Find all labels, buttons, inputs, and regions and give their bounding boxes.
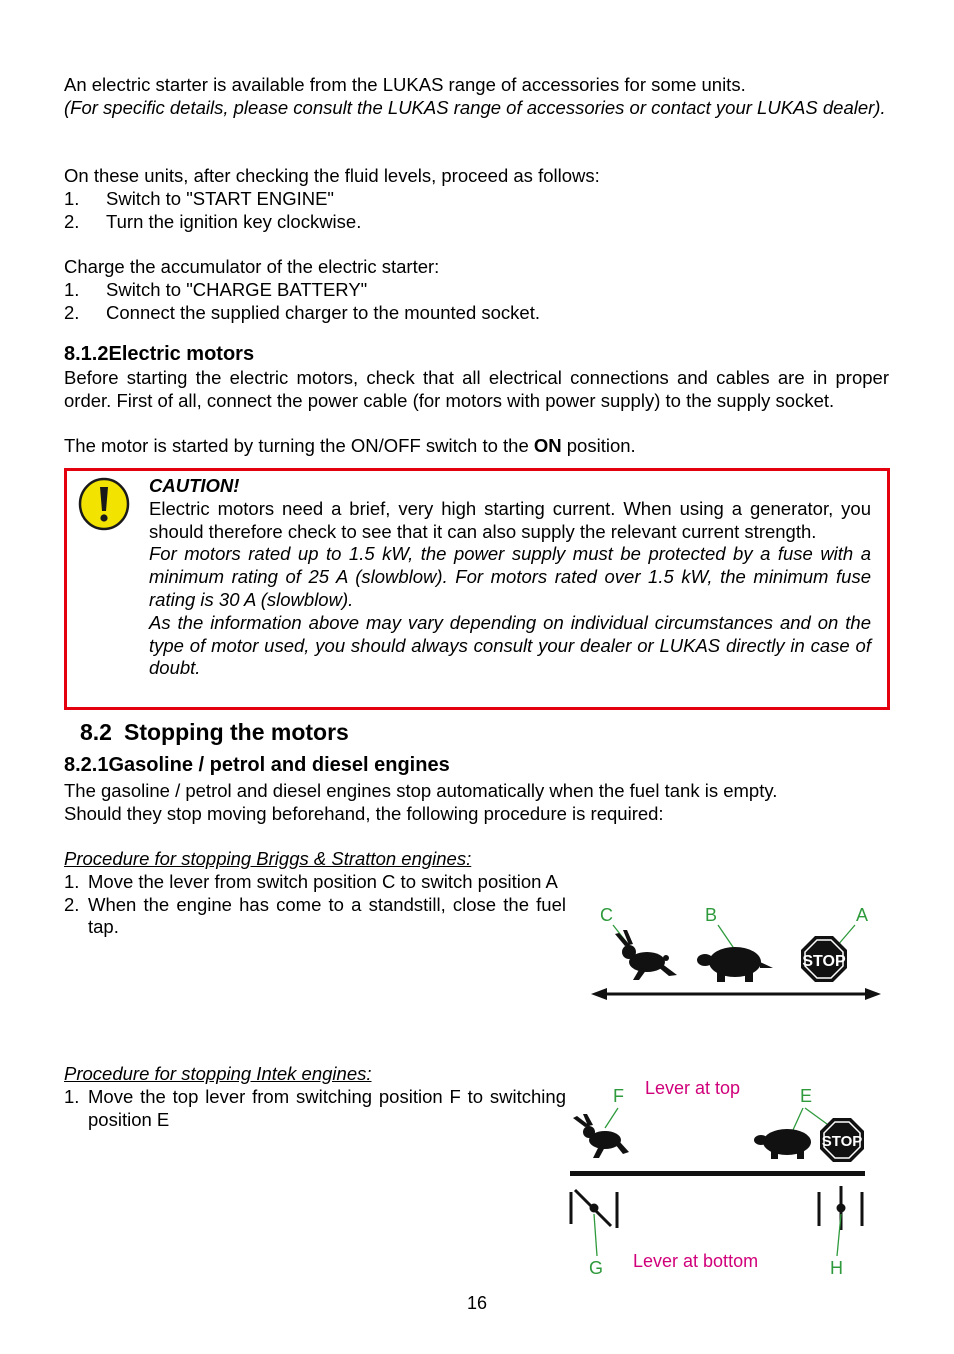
list-item: 2. When the engine has come to a standstill, close the fuel tap.	[64, 893, 566, 937]
caution-consult-paragraph: As the information above may vary depending on individual circumstances and on the type of motor used, you should always consult your dealer or LUKAS directly in case of doubt.	[149, 611, 871, 679]
caution-paragraph: Electric motors need a brief, very high starting current. When using a generator, you should therefore check to see that it can also supply the relevant current strength.	[149, 497, 871, 542]
intek-procedure-heading: Procedure for stopping Intek engines:	[64, 1063, 372, 1084]
rabbit-icon	[615, 930, 677, 980]
section-heading-812: 8.1.2Electric motors	[64, 343, 255, 365]
turtle-icon	[754, 1129, 811, 1159]
turtle-icon	[697, 947, 773, 982]
list-item: 1. Move the top lever from switching position F to switching position E	[64, 1086, 566, 1130]
intek-steps	[64, 1086, 566, 1131]
bottom-lever-right-icon	[819, 1186, 862, 1256]
list-item: 1. Move the lever from switch position C to switch position A	[64, 871, 558, 892]
double-arrow	[591, 988, 881, 1000]
charge-intro: Charge the accumulator of the electric starter:	[64, 256, 440, 277]
intek-lever-diagram	[565, 1104, 870, 1262]
warning-exclamation-icon	[78, 477, 130, 531]
on-position-paragraph: The motor is started by turning the ON/OFF switch to the ON position.	[64, 435, 636, 456]
page-number: 16	[466, 1293, 488, 1313]
gasoline-paragraph: Should they stop moving beforehand, the following procedure is required:	[64, 803, 664, 824]
caution-fuse-paragraph: For motors rated up to 1.5 kW, the power supply must be protected by a fuse with a minimum rating of 25 A (slowblow). For motors rated over 1.5 kW, the minimum fuse rating is 30 A (slowblow).	[149, 543, 871, 610]
caution-title: CAUTION!	[149, 475, 240, 496]
lever-rail	[570, 1171, 865, 1176]
lever-bottom-caption: Lever at bottom	[633, 1251, 759, 1271]
position-label-f: F	[613, 1086, 624, 1106]
briggs-lever-diagram	[585, 920, 885, 1010]
briggs-procedure-heading: Procedure for stopping Briggs & Stratton engines:	[64, 848, 472, 869]
briggs-steps	[64, 871, 566, 939]
position-label-c: C	[600, 905, 613, 925]
position-label-g: G	[589, 1258, 604, 1278]
rabbit-icon	[573, 1114, 629, 1158]
bottom-lever-left-icon	[571, 1190, 617, 1256]
position-label-e: E	[800, 1086, 813, 1106]
list-item: 2. Connect the supplied charger to the mounted socket.	[64, 302, 540, 323]
stop-sign-icon	[820, 1118, 864, 1162]
svg-text:STOP: STOP	[821, 1133, 863, 1150]
svg-text:STOP: STOP	[802, 953, 846, 970]
position-label-b: B	[705, 905, 718, 925]
list-item: 2. Turn the ignition key clockwise.	[64, 211, 362, 232]
intro-line: An electric starter is available from the LUKAS range of accessories for some units.	[64, 74, 746, 95]
position-label-a: A	[856, 905, 869, 925]
list-item: 1. Switch to "START ENGINE"	[64, 188, 334, 209]
intro-italic-note: (For specific details, please consult the LUKAS range of accessories or contact your LUKAS dealer).	[64, 97, 886, 118]
caution-text	[149, 475, 871, 680]
section-heading-821: 8.2.1Gasoline / petrol and diesel engines	[64, 754, 450, 776]
gasoline-paragraph: The gasoline / petrol and diesel engines stop automatically when the fuel tank is empty.	[64, 780, 778, 801]
lever-top-caption: Lever at top	[645, 1078, 741, 1098]
caution-box	[64, 468, 890, 710]
procedure-intro: On these units, after checking the fluid levels, proceed as follows:	[64, 165, 600, 186]
electric-motors-paragraph: Before starting the electric motors, check that all electrical connections and cables are in proper order. First of all, connect the power cable (for motors with power supply) to the supply socket.	[64, 367, 889, 411]
position-label-h: H	[830, 1258, 843, 1278]
section-heading-82: 8.2 Stopping the motors	[80, 719, 349, 745]
list-item: 1. Switch to "CHARGE BATTERY"	[64, 279, 368, 300]
